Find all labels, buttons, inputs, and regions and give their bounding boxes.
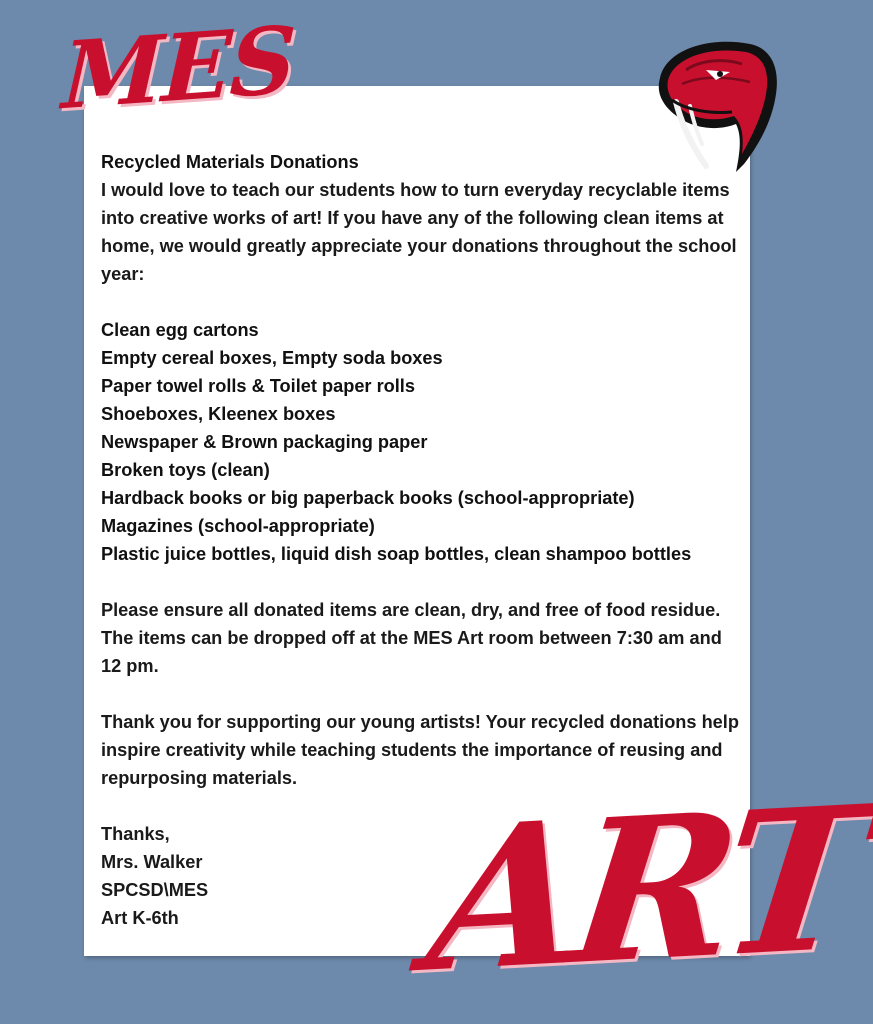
list-item: Broken toys (clean): [101, 460, 270, 480]
list-item: Newspaper & Brown packaging paper: [101, 432, 428, 452]
list-item: Magazines (school-appropriate): [101, 516, 375, 536]
letter-signer-org: SPCSD\MES: [101, 880, 209, 900]
list-item: Plastic juice bottles, liquid dish soap bottles, clean shampoo bottles: [101, 544, 692, 564]
list-item: Hardback books or big paperback books (school-appropriate): [101, 488, 635, 508]
list-item: Paper towel rolls & Toilet paper rolls: [101, 376, 415, 396]
letter-title: Recycled Materials Donations: [101, 152, 359, 172]
brand-mes-logo: MES: [60, 5, 297, 131]
list-item: Shoeboxes, Kleenex boxes: [101, 404, 336, 424]
letter-signoff: Thanks,: [101, 824, 170, 844]
letter-signer-name: Mrs. Walker: [101, 852, 203, 872]
letter-intro: I would love to teach our students how to turn everyday recyclable items into creative works of art! If you have any of the following clean items at home, we would greatly appreciate your donations throughout the school year:: [101, 180, 737, 284]
donation-items-list: [101, 316, 741, 568]
brand-art-logo: ART: [418, 762, 873, 1018]
letter-thanks-paragraph: Thank you for supporting our young artists! Your recycled donations help inspire creativity while teaching students the importance of reusing and repurposing materials.: [101, 712, 739, 788]
letter-signer-role: Art K-6th: [101, 908, 179, 928]
list-item: Clean egg cartons: [101, 320, 259, 340]
list-item: Empty cereal boxes, Empty soda boxes: [101, 348, 443, 368]
letter-instructions: Please ensure all donated items are clean, dry, and free of food residue. The items can be dropped off at the MES Art room between 7:30 am and 12 pm.: [101, 600, 722, 676]
